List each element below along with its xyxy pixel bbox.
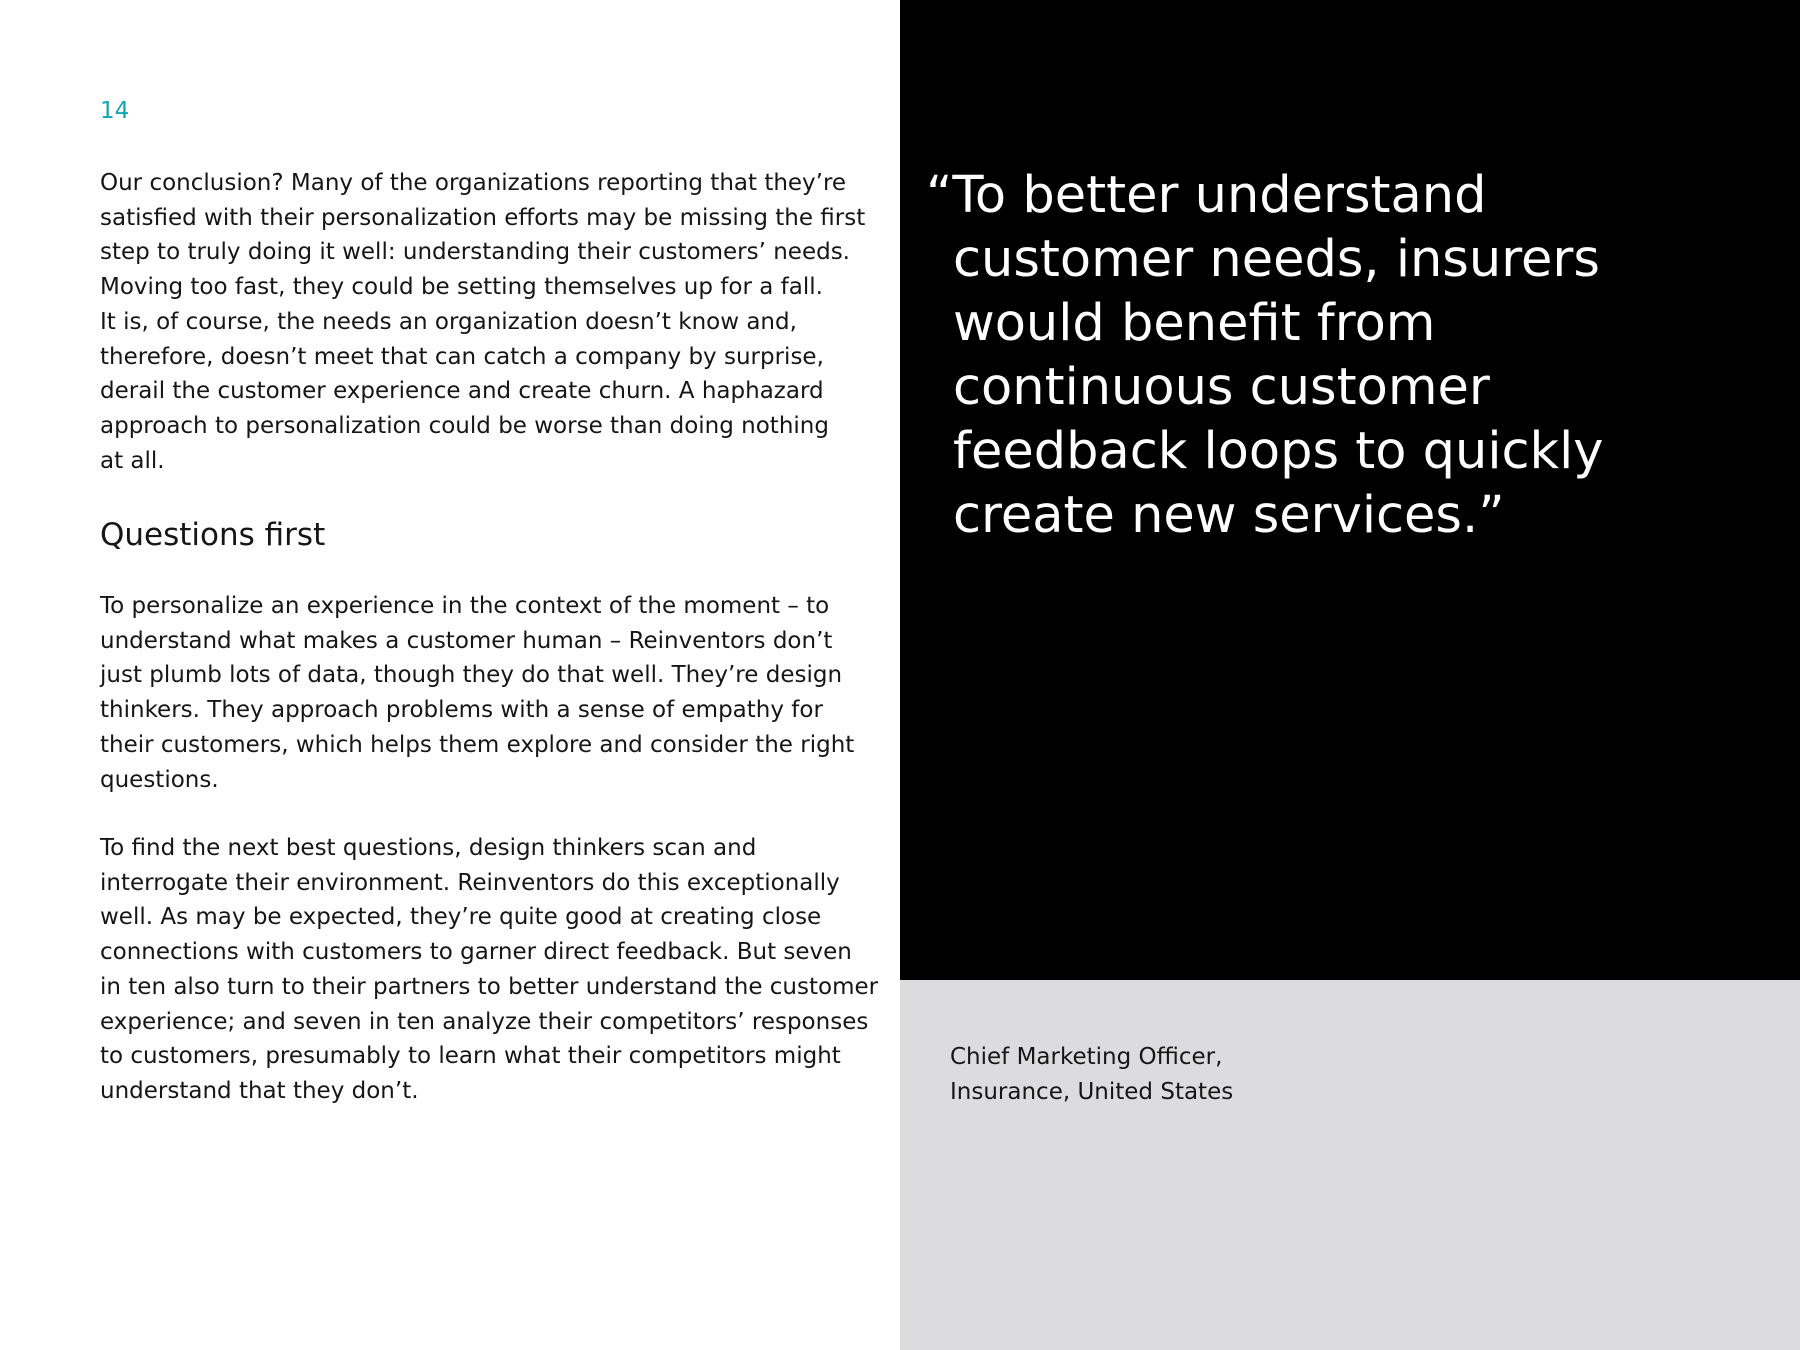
paragraph-personalize	[100, 589, 854, 797]
paragraph-line: questions.	[100, 766, 219, 793]
quote-line: create new services.”	[953, 486, 1505, 545]
paragraph-line: well. As may be expected, they’re quite good at creating close	[100, 904, 822, 931]
page-number: 14	[100, 98, 130, 124]
paragraph-line: approach to personalization could be worse than doing nothing	[100, 412, 829, 439]
attribution-panel	[900, 980, 1800, 1350]
quote-line: feedback loops to quickly	[953, 422, 1604, 481]
pull-quote	[926, 164, 1603, 548]
quote-line: customer needs, insurers	[953, 230, 1600, 289]
paragraph-line: thinkers. They approach problems with a sense of empathy for	[100, 697, 823, 724]
quote-line: would benefit from	[953, 294, 1436, 353]
paragraph-line: derail the customer experience and create churn. A haphazard	[100, 378, 824, 405]
paragraph-line: satisfied with their personalization efforts may be missing the first	[100, 204, 866, 231]
attribution-line: Chief Marketing Officer,	[950, 1044, 1223, 1070]
paragraph-line: to customers, presumably to learn what their competitors might	[100, 1043, 841, 1070]
paragraph-line: It is, of course, the needs an organization doesn’t know and,	[100, 308, 797, 335]
paragraph-line: experience; and seven in ten analyze their competitors’ responses	[100, 1008, 869, 1035]
paragraph-line: in ten also turn to their partners to better understand the customer	[100, 973, 879, 1000]
paragraph-line: understand what makes a customer human – Reinventors don’t	[100, 627, 833, 654]
paragraph-line: understand that they don’t.	[100, 1077, 419, 1104]
quote-line: continuous customer	[953, 358, 1490, 417]
attribution-line: Insurance, United States	[950, 1078, 1234, 1105]
pull-quote-panel	[900, 0, 1800, 980]
paragraph-line: To find the next best questions, design thinkers scan and	[100, 835, 757, 861]
paragraph-line: at all.	[100, 447, 165, 474]
quote-attribution	[950, 1040, 1233, 1109]
paragraph-line: just plumb lots of data, though they do that well. They’re design	[100, 662, 843, 689]
paragraph-line: step to truly doing it well: understanding their customers’ needs.	[100, 239, 850, 266]
quote-line: “To better understand	[926, 166, 1487, 225]
paragraph-line: To personalize an experience in the context of the moment – to	[100, 593, 830, 619]
paragraph-line: Moving too fast, they could be setting themselves up for a fall.	[100, 274, 823, 301]
paragraph-line: their customers, which helps them explore and consider the right	[100, 731, 855, 758]
paragraph-line: connections with customers to garner direct feedback. But seven	[100, 939, 852, 966]
paragraph-conclusion	[100, 166, 865, 478]
right-column	[900, 0, 1800, 1350]
section-heading: Questions first	[100, 517, 326, 553]
paragraph-line: therefore, doesn’t meet that can catch a company by surprise,	[100, 343, 824, 370]
paragraph-line: Our conclusion? Many of the organizations reporting that they’re	[100, 170, 847, 196]
paragraph-next-best-questions	[100, 831, 878, 1109]
paragraph-line: interrogate their environment. Reinventors do this exceptionally	[100, 869, 840, 896]
